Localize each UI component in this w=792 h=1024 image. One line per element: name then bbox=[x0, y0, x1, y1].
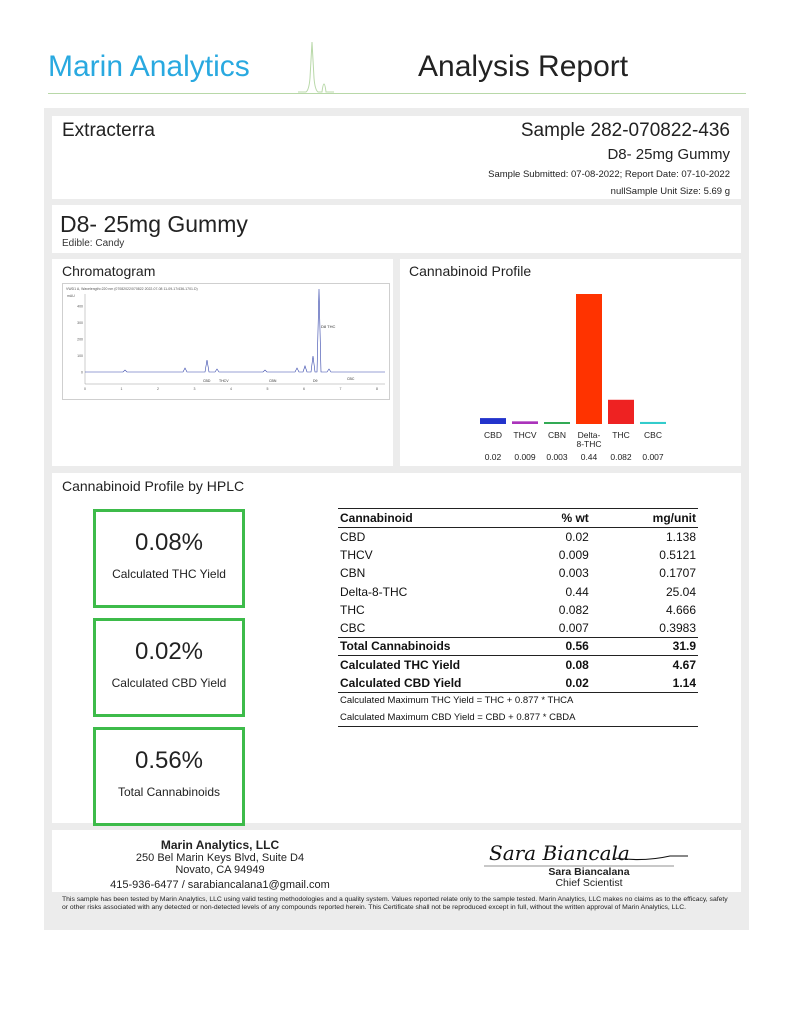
lab-address-line1: 250 Bel Marin Keys Blvd, Suite D4 bbox=[135, 852, 305, 864]
chromatogram-label-cbd: CBD bbox=[203, 379, 211, 383]
signature-script: Sara Biancala bbox=[489, 841, 630, 865]
row-mg-unit: 0.5121 bbox=[659, 547, 696, 562]
report-title: Analysis Report bbox=[418, 50, 629, 83]
chromatogram-trace-header: VWD1 A, Wavelength=220 nm (07082022/070822 2022-07-08 11-09-17/436-1701.D) bbox=[66, 287, 198, 291]
chromatogram-label-thcv: THCV bbox=[219, 379, 229, 383]
note-row bbox=[338, 692, 698, 709]
total-cannabinoids-value: 0.56% bbox=[134, 747, 204, 774]
chromatogram-y-ticks bbox=[77, 305, 83, 375]
cbd-yield-row bbox=[338, 674, 698, 692]
hplc-title: Cannabinoid Profile by HPLC bbox=[62, 478, 245, 494]
row-pct-wt: 0.082 bbox=[558, 602, 589, 617]
brand-logo-text: Marin Analytics bbox=[48, 50, 250, 83]
chromatogram-x-tick: 7 bbox=[339, 387, 342, 391]
row-mg-unit: 0.1707 bbox=[659, 566, 696, 581]
category-label: THCV bbox=[513, 430, 537, 440]
table-header-row bbox=[338, 509, 698, 528]
row-mg-unit: 1.138 bbox=[665, 529, 696, 544]
client-name: Extracterra bbox=[62, 120, 155, 141]
product-name: D8- 25mg Gummy bbox=[60, 211, 248, 237]
cbd-yield-row-label: Calculated CBD Yield bbox=[340, 675, 462, 690]
disclaimer: This sample has been tested by Marin Analytics, LLC using valid testing methodologies and a quality system. Values reported relate only to the sample tested. Marin Analytics, LLC makes no claims as to the efficacy, safety or other risks associated with any detected or non-detected levels of any compounds reported herein. This Certificate shall not be reproduced except in full, without the written approval of Marin Analytics, LLC. bbox=[62, 896, 728, 911]
chromatogram-x-tick: 1 bbox=[120, 387, 123, 391]
chromatogram-x-tick: 8 bbox=[376, 387, 378, 391]
bar-delta-8-thc bbox=[576, 294, 602, 424]
value-label: 0.44 bbox=[580, 452, 598, 462]
lab-address-line2: Novato, CA 94949 bbox=[175, 864, 265, 876]
chromatogram-x-tick: 4 bbox=[230, 387, 232, 391]
chromatogram-x-ticks bbox=[84, 387, 378, 391]
cbd-yield-value: 0.02% bbox=[134, 638, 204, 665]
table-row bbox=[338, 582, 698, 600]
row-mg-unit: 4.666 bbox=[665, 602, 696, 617]
row-cannabinoid: CBC bbox=[340, 620, 366, 635]
chromatogram-y-tick: 100 bbox=[77, 354, 83, 358]
table-row bbox=[338, 528, 698, 546]
note-row bbox=[338, 709, 698, 726]
thc-yield-row-pct: 0.08 bbox=[530, 656, 591, 674]
header-divider bbox=[48, 93, 746, 94]
column-header-mg-unit: mg/unit bbox=[591, 509, 698, 528]
chromatogram-y-tick: 200 bbox=[77, 337, 83, 342]
sample-product-line bbox=[607, 146, 730, 163]
bar-cbd bbox=[480, 418, 506, 424]
chromatogram-y-tick: 400 bbox=[77, 304, 83, 309]
signer-name: Sara Biancalana bbox=[548, 866, 630, 878]
row-cannabinoid: THCV bbox=[340, 547, 373, 562]
chromatogram-y-tick: 300 bbox=[77, 321, 83, 325]
value-label: 0.003 bbox=[546, 452, 568, 462]
chromatogram-label-d9: D9 bbox=[313, 379, 318, 383]
sample-product-form: Gummy bbox=[677, 146, 730, 163]
sample-id: Sample 282-070822-436 bbox=[520, 120, 730, 141]
category-label: CBD bbox=[484, 430, 502, 440]
cannabinoid-profile-chart bbox=[470, 286, 700, 466]
sample-product-dose: D8- 25mg bbox=[607, 146, 674, 163]
thc-yield-formula: Calculated Maximum THC Yield = THC + 0.877 * THCA bbox=[338, 692, 698, 709]
profile-title: Cannabinoid Profile bbox=[409, 263, 532, 279]
thc-yield-box bbox=[93, 509, 245, 608]
cbd-yield-row-mg: 1.14 bbox=[672, 675, 696, 690]
total-pct-wt: 0.56 bbox=[530, 637, 591, 655]
column-header-cannabinoid: Cannabinoid bbox=[338, 509, 530, 528]
row-cannabinoid: THC bbox=[340, 602, 365, 617]
peak-logo-icon bbox=[296, 38, 336, 94]
thc-yield-value: 0.08% bbox=[134, 529, 204, 556]
row-pct-wt: 0.02 bbox=[565, 529, 589, 544]
value-label: 0.082 bbox=[610, 452, 632, 462]
value-label: 0.02 bbox=[484, 452, 502, 462]
hplc-table bbox=[338, 508, 698, 727]
cbd-yield-row-pct: 0.02 bbox=[565, 675, 589, 690]
lab-name: Marin Analytics, LLC bbox=[160, 838, 280, 852]
row-mg-unit: 25.04 bbox=[665, 584, 696, 599]
total-label: Total Cannabinoids bbox=[338, 637, 530, 655]
bar-thc bbox=[608, 400, 634, 424]
thc-yield-row-label: Calculated THC Yield bbox=[338, 656, 530, 674]
chromatogram-x-tick: 6 bbox=[303, 387, 305, 391]
category-label: THC bbox=[612, 430, 630, 440]
table-row bbox=[338, 564, 698, 582]
table-row bbox=[338, 546, 698, 564]
cbd-yield-label: Calculated CBD Yield bbox=[111, 676, 227, 690]
signer-title: Chief Scientist bbox=[555, 877, 623, 889]
chromatogram-x-tick: 3 bbox=[193, 387, 196, 391]
bar-thcv bbox=[512, 421, 538, 424]
chromatogram-x-tick: 5 bbox=[266, 387, 269, 391]
thc-yield-row bbox=[338, 656, 698, 674]
sample-dates: Sample Submitted: 07-08-2022; Report Date: 07-10-2022 bbox=[488, 169, 730, 180]
chromatogram-y-tick: 0 bbox=[81, 370, 83, 375]
bar-cbc bbox=[640, 422, 666, 424]
chromatogram-peak-label: D8 THC bbox=[321, 324, 336, 329]
total-cannabinoids-label: Total Cannabinoids bbox=[117, 785, 221, 799]
total-cannabinoids-box bbox=[93, 727, 245, 826]
chromatogram-x-tick: 2 bbox=[157, 387, 159, 391]
cbd-yield-box bbox=[93, 618, 245, 717]
chromatogram-title: Chromatogram bbox=[62, 263, 156, 279]
row-cannabinoid: Delta-8-THC bbox=[340, 584, 408, 599]
row-mg-unit: 0.3983 bbox=[659, 620, 696, 635]
category-label: Delta- bbox=[577, 430, 601, 440]
thc-yield-label: Calculated THC Yield bbox=[112, 567, 226, 581]
table-row bbox=[338, 601, 698, 619]
chromatogram-x-tick: 0 bbox=[84, 387, 86, 391]
column-header-pct-wt: % wt bbox=[530, 509, 591, 528]
sample-unit-size: nullSample Unit Size: 5.69 g bbox=[610, 186, 730, 197]
chromatogram-y-unit: mAU bbox=[67, 294, 75, 298]
chromatogram-image bbox=[62, 283, 390, 400]
value-label: 0.009 bbox=[514, 452, 536, 462]
row-pct-wt: 0.007 bbox=[558, 620, 589, 635]
category-label: CBC bbox=[644, 430, 662, 440]
row-pct-wt: 0.44 bbox=[565, 584, 589, 599]
table-row bbox=[338, 619, 698, 637]
thc-yield-row-mg: 4.67 bbox=[591, 656, 698, 674]
row-pct-wt: 0.009 bbox=[558, 547, 589, 562]
total-row bbox=[338, 637, 698, 655]
report-header bbox=[0, 0, 792, 100]
cbd-yield-formula: Calculated Maximum CBD Yield = CBD + 0.877 * CBDA bbox=[338, 709, 698, 726]
lab-contact: 415-936-6477 / sarabiancalana1@gmail.com bbox=[110, 879, 330, 891]
product-category: Edible: Candy bbox=[62, 238, 125, 249]
chromatogram-label-cbn: CBN bbox=[269, 379, 277, 383]
chromatogram-plot bbox=[63, 284, 389, 399]
value-label: 0.007 bbox=[642, 452, 664, 462]
row-cannabinoid: CBN bbox=[340, 566, 366, 581]
row-pct-wt: 0.003 bbox=[558, 566, 589, 581]
category-label: CBN bbox=[548, 430, 566, 440]
category-label: 8-THC bbox=[576, 439, 602, 449]
signature-image bbox=[484, 836, 694, 868]
row-cannabinoid: CBD bbox=[340, 529, 366, 544]
bar-cbn bbox=[544, 422, 570, 424]
total-mg-unit: 31.9 bbox=[591, 637, 698, 655]
chromatogram-label-cbc: CBC bbox=[347, 377, 355, 381]
